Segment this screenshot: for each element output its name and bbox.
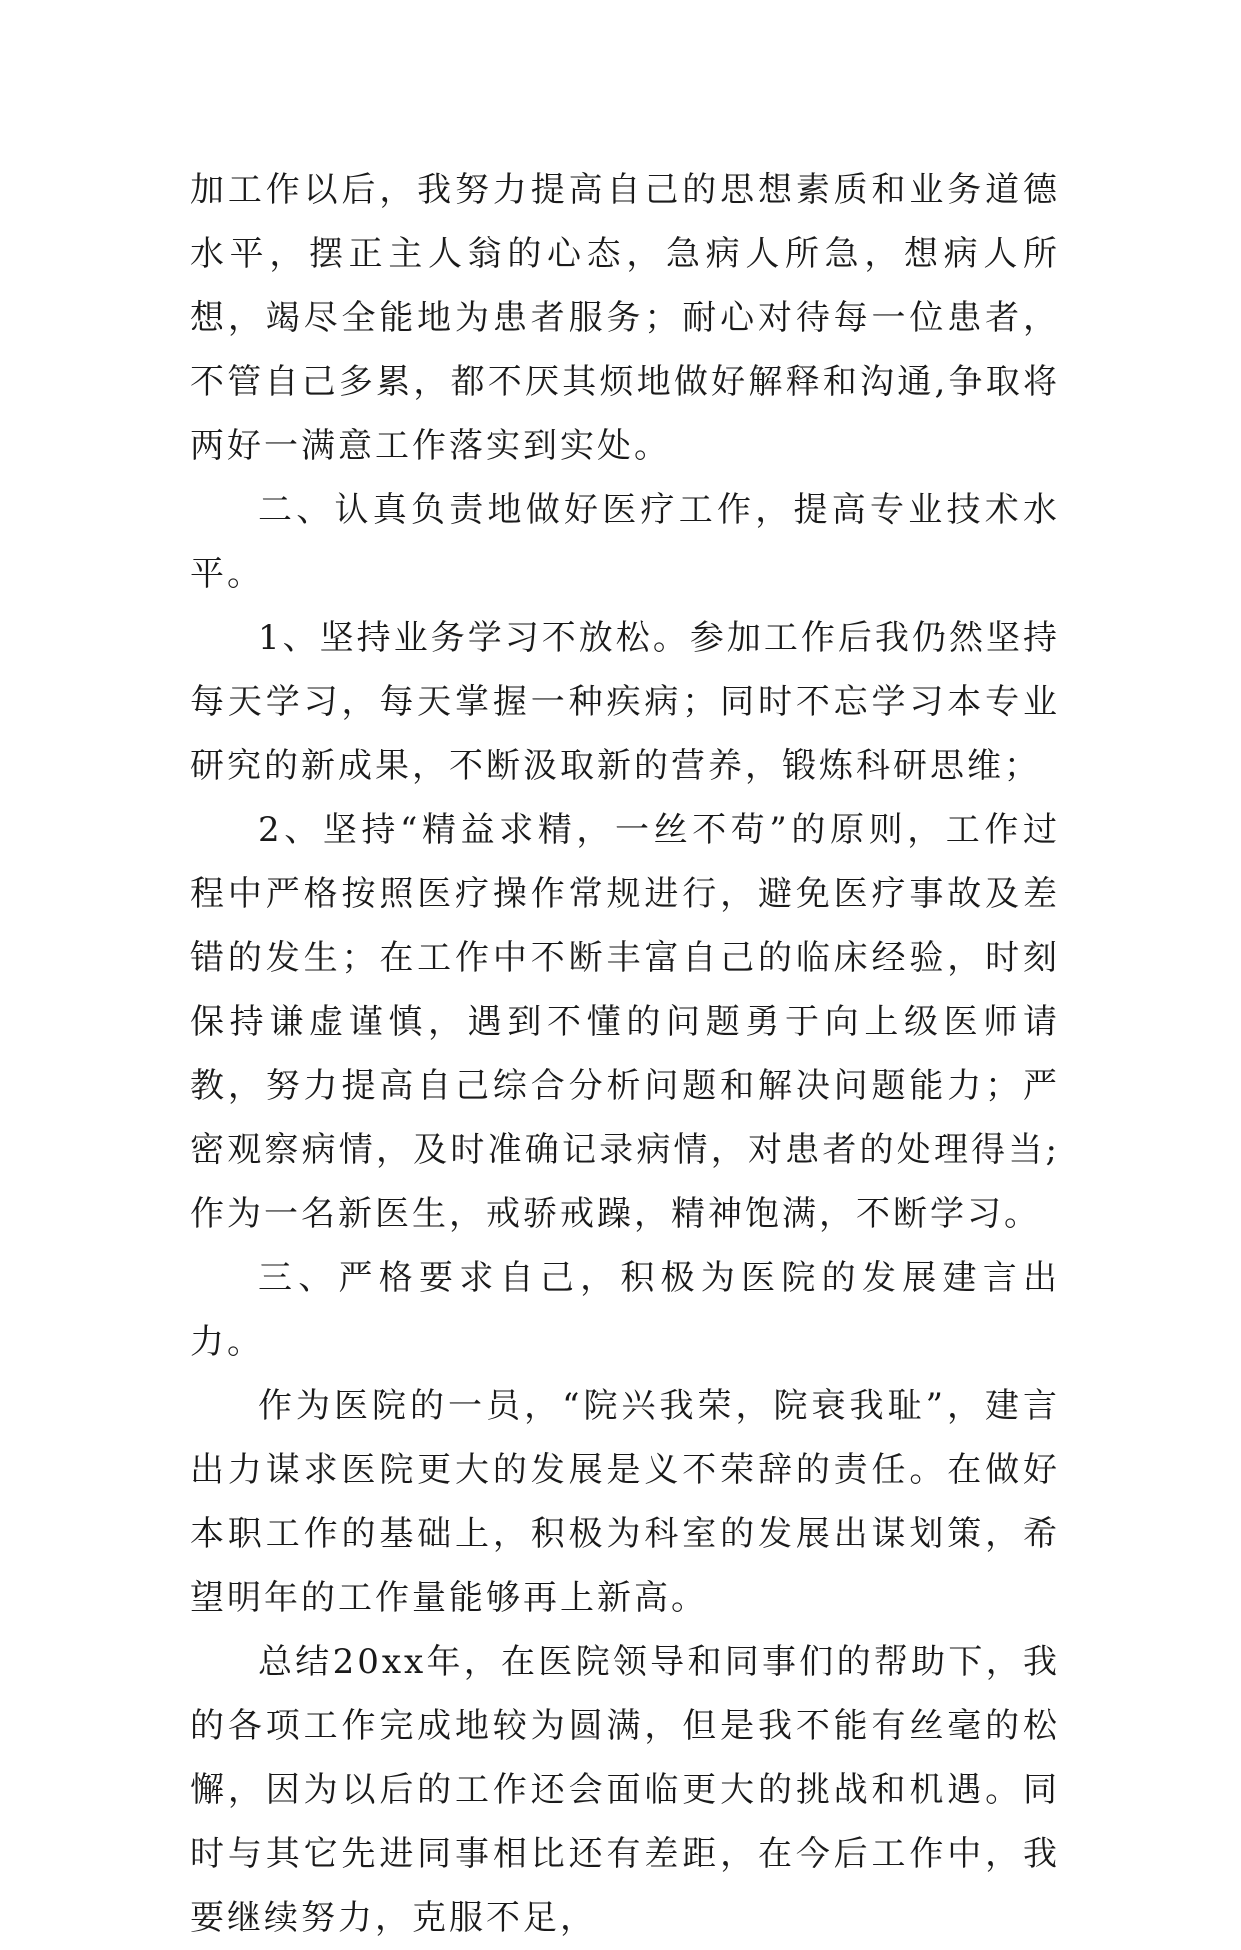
- paragraph-5: 三、严格要求自己，积极为医院的发展建言出力。: [190, 1258, 1060, 1362]
- paragraph-6: 作为医院的一员，“院兴我荣，院衰我耻”，建言出力谋求医院更大的发展是义不荣辞的责任。在做好本职工作的基础上，积极为科室的发展出谋划策，希望明年的工作量能够再上新高。: [190, 1386, 1060, 1618]
- paragraph-1: 加工作以后，我努力提高自己的思想素质和业务道德水平，摆正主人翁的心态，急病人所急，想病人所想，竭尽全能地为患者服务；耐心对待每一位患者，不管自己多累，都不厌其烦地做好解释和沟通,争取将两好一满意工作落实到实处。: [190, 170, 1060, 466]
- paragraph-3: 1、坚持业务学习不放松。参加工作后我仍然坚持每天学习，每天掌握一种疾病；同时不忘学习本专业研究的新成果，不断汲取新的营养，锻炼科研思维；: [190, 618, 1060, 786]
- paragraph-4: 2、坚持“精益求精，一丝不苟”的原则，工作过程中严格按照医疗操作常规进行，避免医疗事故及差错的发生；在工作中不断丰富自己的临床经验，时刻保持谦虚谨慎，遇到不懂的问题勇于向上级医师请教，努力提高自己综合分析问题和解决问题能力；严密观察病情，及时准确记录病情，对患者的处理得当;作为一名新医生，戒骄戒躁，精神饱满，不断学习。: [190, 810, 1060, 1234]
- paragraph-2: 二、认真负责地做好医疗工作，提高专业技术水平。: [190, 490, 1060, 594]
- paragraph-7: 总结20xx年，在医院领导和同事们的帮助下，我的各项工作完成地较为圆满，但是我不能有丝毫的松懈，因为以后的工作还会面临更大的挑战和机遇。同时与其它先进同事相比还有差距，在今后工作中，我要继续努力，克服不足，: [190, 1642, 1060, 1938]
- document-body: [190, 158, 1060, 1950]
